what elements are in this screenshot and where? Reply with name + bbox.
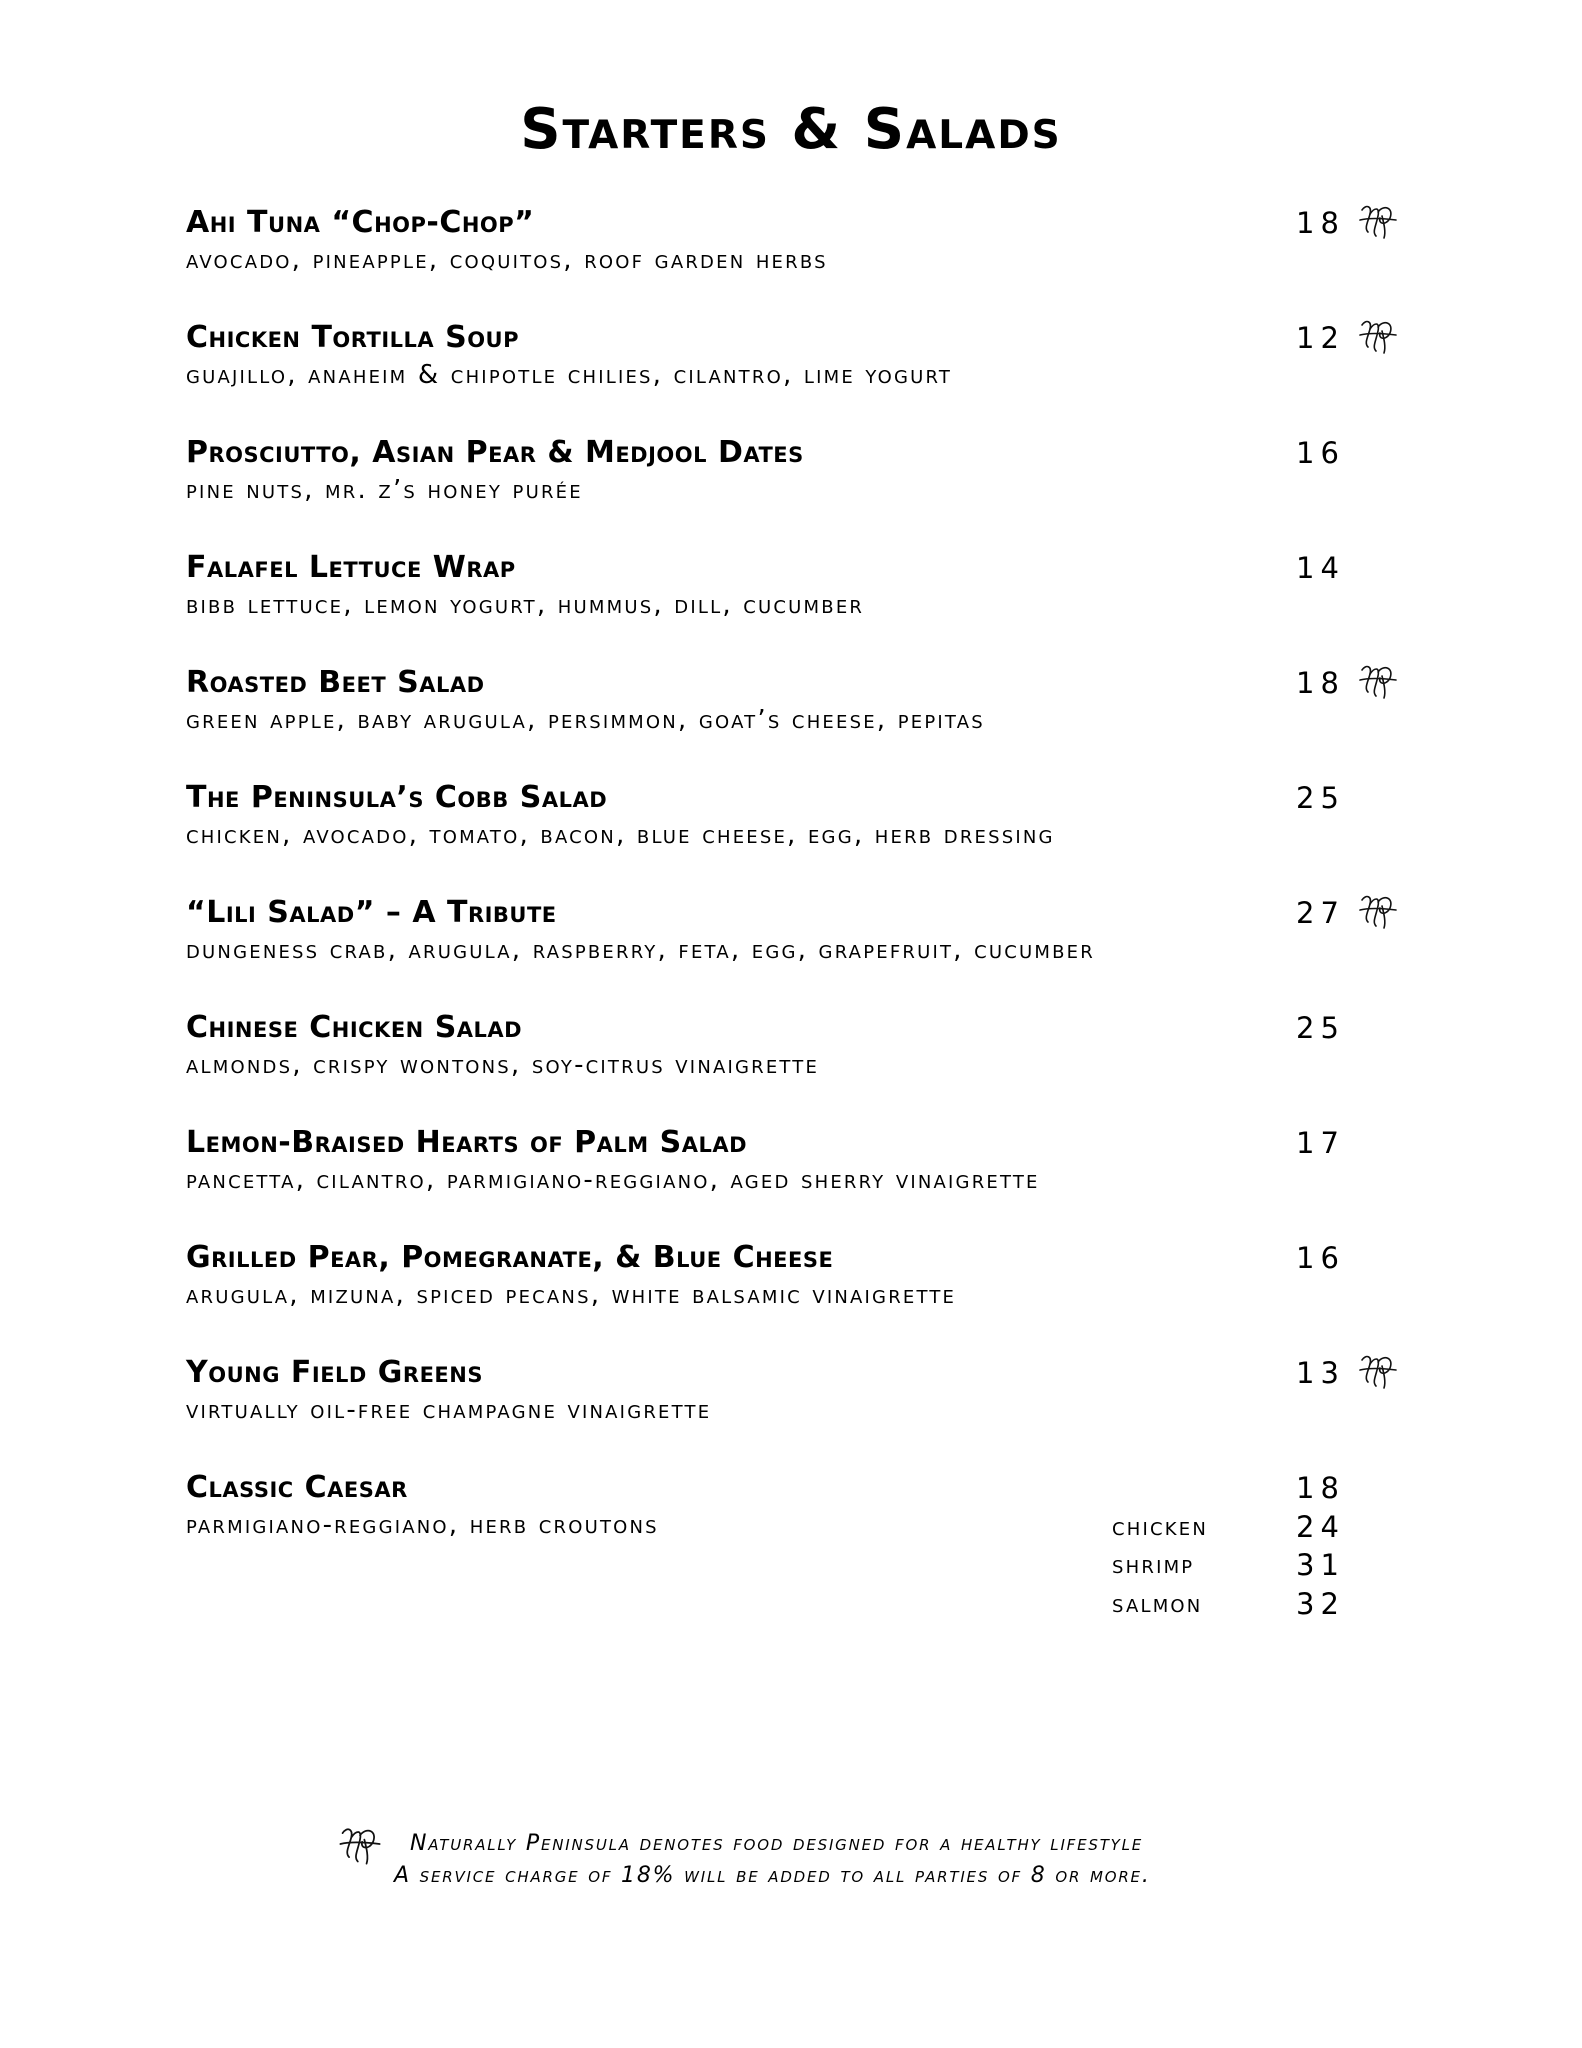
item-name: Prosciutto, Asian Pear & Medjool Dates xyxy=(186,435,804,470)
item-price: 16 xyxy=(1296,1241,1345,1275)
footnote xyxy=(0,1820,1582,1910)
naturally-peninsula-icon xyxy=(1356,313,1400,357)
item-name: “Lili Salad” – A Tribute xyxy=(186,895,557,930)
caesar-addon-shrimp xyxy=(1112,1549,1412,1583)
item-description: virtually oil-free champagne vinaigrette xyxy=(186,1395,712,1425)
item-name: Grilled Pear, Pomegranate, & Blue Cheese xyxy=(186,1240,834,1275)
item-description: green apple, baby arugula, persimmon, goat’s cheese, pepitas xyxy=(186,705,985,735)
naturally-peninsula-icon xyxy=(1356,1348,1400,1392)
item-price: 17 xyxy=(1296,1126,1345,1160)
item-description: pine nuts, mr. z’s honey purée xyxy=(186,475,583,505)
caesar-addon-chicken xyxy=(1112,1511,1412,1545)
item-price: 13 xyxy=(1296,1356,1345,1390)
item-price: 25 xyxy=(1296,1011,1345,1045)
item-name: Chinese Chicken Salad xyxy=(186,1010,523,1045)
naturally-peninsula-icon xyxy=(1356,198,1400,242)
item-price: 18 xyxy=(1296,206,1345,240)
item-name: Chicken Tortilla Soup xyxy=(186,320,519,355)
item-price: 25 xyxy=(1296,781,1345,815)
item-name: The Peninsula’s Cobb Salad xyxy=(186,780,608,815)
naturally-peninsula-icon xyxy=(1356,888,1400,932)
item-description: pancetta, cilantro, parmigiano-reggiano, aged sherry vinaigrette xyxy=(186,1165,1040,1195)
addon-label: chicken xyxy=(1112,1512,1209,1542)
addon-label: salmon xyxy=(1112,1589,1203,1619)
addon-price: 31 xyxy=(1296,1548,1345,1582)
item-description: arugula, mizuna, spiced pecans, white balsamic vinaigrette xyxy=(186,1280,957,1310)
item-price: 18 xyxy=(1296,1471,1345,1505)
item-name: Falafel Lettuce Wrap xyxy=(186,550,516,585)
footnote-service-charge: A service charge of 18% will be added to all parties of 8 or more. xyxy=(394,1863,1151,1888)
item-price: 18 xyxy=(1296,666,1345,700)
item-name: Classic Caesar xyxy=(186,1470,408,1505)
item-price: 12 xyxy=(1296,321,1345,355)
item-name: Ahi Tuna “Chop-Chop” xyxy=(186,205,535,240)
item-price: 16 xyxy=(1296,436,1345,470)
page-title: Starters & Salads xyxy=(520,97,1062,162)
item-description: parmigiano-reggiano, herb croutons xyxy=(186,1510,659,1540)
addon-price: 32 xyxy=(1296,1587,1345,1621)
footnote-healthy-note: Naturally Peninsula denotes food designed for a healthy lifestyle xyxy=(410,1831,1144,1856)
item-description: bibb lettuce, lemon yogurt, hummus, dill, cucumber xyxy=(186,590,865,620)
item-price: 14 xyxy=(1296,551,1345,585)
addon-price: 24 xyxy=(1296,1510,1345,1544)
naturally-peninsula-icon xyxy=(336,1820,384,1868)
item-name: Lemon-Braised Hearts of Palm Salad xyxy=(186,1125,748,1160)
item-description: dungeness crab, arugula, raspberry, feta, egg, grapefruit, cucumber xyxy=(186,935,1095,965)
item-price: 27 xyxy=(1296,896,1345,930)
caesar-addon-salmon xyxy=(1112,1588,1412,1622)
item-description: almonds, crispy wontons, soy-citrus vinaigrette xyxy=(186,1050,820,1080)
item-description: avocado, pineapple, coquitos, roof garden herbs xyxy=(186,245,828,275)
addon-label: shrimp xyxy=(1112,1550,1195,1580)
item-name: Young Field Greens xyxy=(186,1355,483,1390)
item-description: chicken, avocado, tomato, bacon, blue cheese, egg, herb dressing xyxy=(186,820,1055,850)
item-name: Roasted Beet Salad xyxy=(186,665,485,700)
item-description: guajillo, anaheim & chipotle chilies, cilantro, lime yogurt xyxy=(186,360,953,390)
naturally-peninsula-icon xyxy=(1356,658,1400,702)
